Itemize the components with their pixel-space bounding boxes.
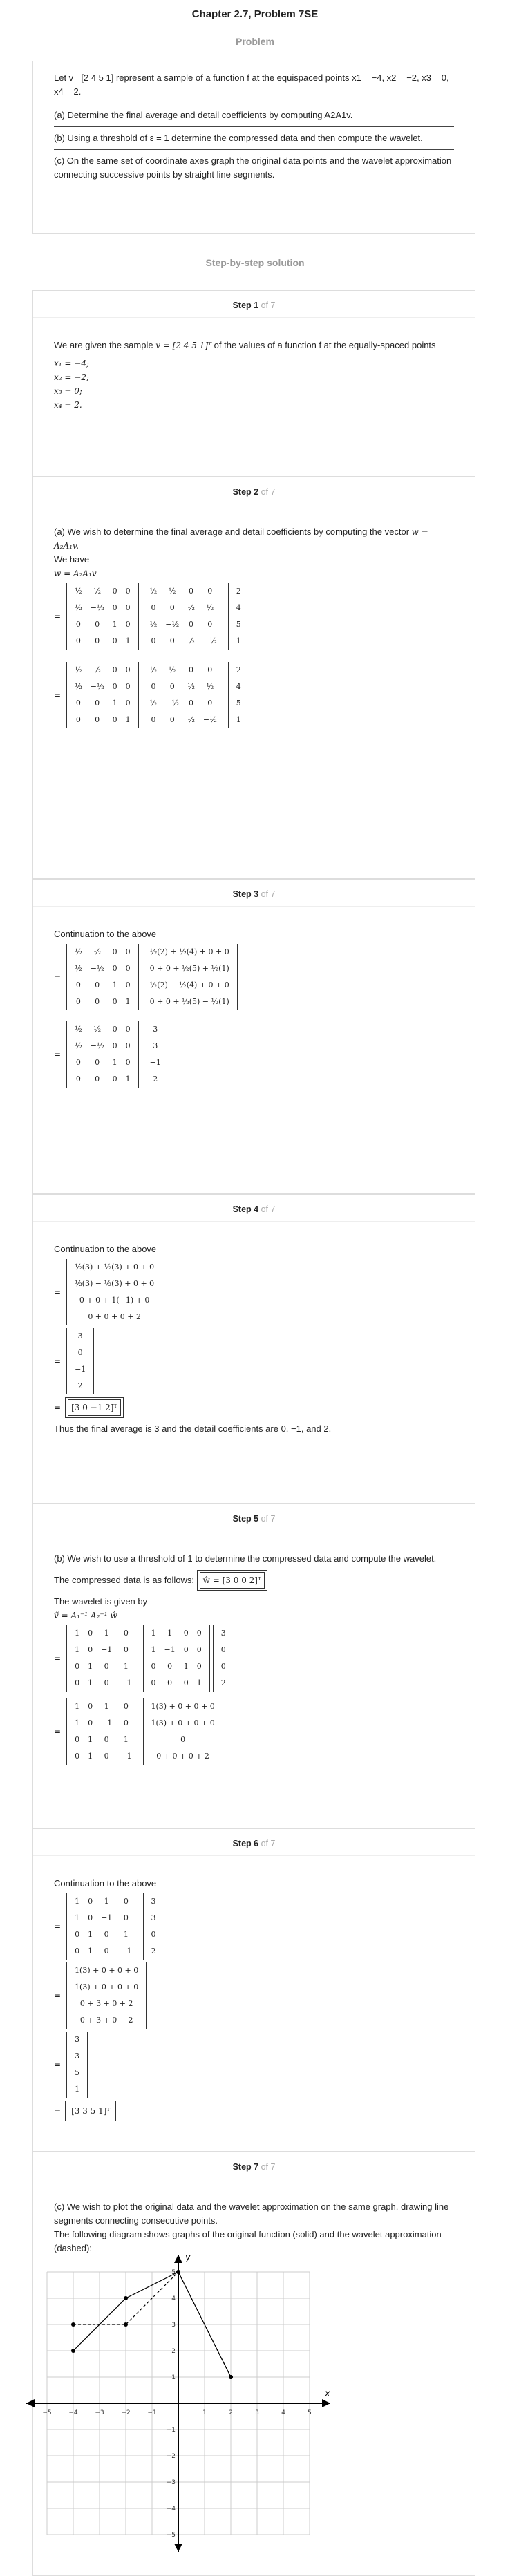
x-tick-label: 4 xyxy=(281,2409,285,2416)
problem-part-b: (b) Using a threshold of ε = 1 determine the compressed data and then compute the wavelet. xyxy=(54,126,454,145)
step5-text2: The compressed data is as follows: xyxy=(54,1575,195,1585)
step5-matrix-eq-2: = 1 0 1 0 1 0 −1 0 0 1 0 1 0 1 0 −1 1(3) + 0 + 0 + 0 1(3) + 0 + 0 + 0 0 0 + 0 + 0 + 2 xyxy=(54,1698,454,1765)
y-tick-label: 3 xyxy=(171,2322,176,2329)
point-x4: x₄ = 2. xyxy=(54,400,82,410)
step5-v-eq: ṽ = A₁⁻¹ A₂⁻¹ ŵ xyxy=(54,1611,117,1620)
x-axis-arrow-left xyxy=(26,2399,35,2407)
y-tick-label: −2 xyxy=(166,2453,176,2460)
x-tick-label: 5 xyxy=(308,2409,312,2416)
step5-matrix-eq-1: = 1 0 1 0 1 0 −1 0 0 1 0 1 0 1 0 −1 1 1 0 0 1 −1 0 0 0 0 1 0 0 0 0 1 3 0 0 2 xyxy=(54,1625,454,1692)
y-tick-label: 4 xyxy=(171,2295,176,2302)
y-tick-label: 5 xyxy=(171,2269,176,2276)
step3-matrix-eq-1: = ½ ½ 0 0 ½ −½ 0 0 0 0 1 0 0 0 0 1 ½(2) + ½(4) + 0 + 0 0 + 0 + ½(5) + ½(1) ½(2) − ½(4) + 0 + 0 0 + 0 + ½(5) − ½(1) xyxy=(54,944,454,1010)
step-2: Step 2 of 7 (a) We wish to determine the final average and detail coefficients by computing the vector w = A₂A₁v. We have w = A₂A₁v = ½ ½ 0 0 ½ −½ 0 0 0 0 1 0 0 0 0 1 ½ ½ 0 0 0 0 ½ ½ ½ −½ 0 0 0 0 ½ −½ 2 4 5 1 = ½ ½ 0 0 ½ −½ 0 0 0 0 1 0 0 0 0 1 ½ ½ 0 0 0 0 ½ ½ ½ −½ 0 0 0 0 ½ −½ 2 4 5 1 xyxy=(32,477,475,879)
step2-w-eq: w = A₂A₁v xyxy=(54,569,97,578)
step6-matrix-eq-3: = 3 3 5 1 xyxy=(54,2032,454,2098)
original-point xyxy=(71,2349,75,2353)
step5-text1: (b) We wish to use a threshold of 1 to determine the compressed data and compute the wavelet. xyxy=(54,1553,437,1564)
step6-result: = [3 3 5 1]ᵀ xyxy=(54,2101,454,2121)
step-7-header: Step 7 of 7 xyxy=(33,2152,475,2179)
step-3-header: Step 3 of 7 xyxy=(33,880,475,907)
x-axis-arrow-right xyxy=(322,2399,330,2407)
problem-heading: Problem xyxy=(235,36,274,47)
step-4 xyxy=(32,1194,475,1504)
problem-part-c: (c) On the same set of coordinate axes graph the original data points and the wavelet approximation connecting successive points by straight line segments. xyxy=(54,149,454,182)
x-axis-label: x xyxy=(325,2389,330,2399)
step4-conclusion: Thus the final average is 3 and the detail coefficients are 0, −1, and 2. xyxy=(54,1423,332,1434)
step-2-header: Step 2 of 7 xyxy=(33,477,475,504)
x-tick-label: −2 xyxy=(121,2409,131,2416)
problem-part-a: (a) Determine the final average and detail coefficients by computing A2A1v. xyxy=(54,110,353,120)
step7-text2: The following diagram shows graphs of the original function (solid) and the wavelet approximation (dashed): xyxy=(54,2229,442,2253)
step-3 xyxy=(32,879,475,1194)
step7-text1: (c) We wish to plot the original data and the wavelet approximation on the same graph, drawing line segments connecting consecutive points. xyxy=(54,2201,449,2226)
step4-text: Continuation to the above xyxy=(54,1244,157,1254)
step-6-header: Step 6 of 7 xyxy=(33,1829,475,1856)
step1-text: We are given the sample xyxy=(54,340,153,350)
step6-matrix-eq-1: = 1 0 1 0 1 0 −1 0 0 1 0 1 0 1 0 −1 3 3 0 2 xyxy=(54,1893,454,1960)
step6-text: Continuation to the above xyxy=(54,1878,157,1888)
step1-vector: v = [2 4 5 1]ᵀ xyxy=(155,341,212,350)
step2-matrix-eq-2: = ½ ½ 0 0 ½ −½ 0 0 0 0 1 0 0 0 0 1 ½ ½ 0 0 0 0 ½ ½ ½ −½ 0 0 0 0 ½ −½ 2 4 5 1 xyxy=(54,662,454,728)
original-point xyxy=(124,2296,128,2300)
x-tick-label: −1 xyxy=(147,2409,157,2416)
step-5 xyxy=(32,1504,475,1828)
step-7 xyxy=(32,2152,475,2576)
step3-text: Continuation to the above xyxy=(54,929,157,939)
point-x2: x₂ = −2; xyxy=(54,372,89,382)
wavelet-point xyxy=(176,2270,180,2274)
step2-matrix-eq-1: = ½ ½ 0 0 ½ −½ 0 0 0 0 1 0 0 0 0 1 ½ ½ 0 0 0 0 ½ ½ ½ −½ 0 0 0 0 ½ −½ 2 4 5 1 xyxy=(54,583,454,650)
point-x1: x₁ = −4; xyxy=(54,359,89,368)
step6-matrix-eq-2: = 1(3) + 0 + 0 + 0 1(3) + 0 + 0 + 0 0 + 3 + 0 + 2 0 + 3 + 0 − 2 xyxy=(54,1962,454,2029)
x-tick-label: 2 xyxy=(229,2409,233,2416)
step4-matrix-eq-2: = 3 0 −1 2 xyxy=(54,1328,454,1394)
step-1: Step 1 of 7 We are given the sample v = [2 4 5 1]ᵀ of the values of a function f at the equally-spaced points x₁ = −4; x₂ = −2; x₃ = 0; x₄ = 2. xyxy=(32,290,475,477)
y-tick-label: 2 xyxy=(171,2348,176,2355)
x-tick-label: −3 xyxy=(95,2409,104,2416)
x-tick-label: −5 xyxy=(42,2409,52,2416)
step-1-header: Step 1 of 7 xyxy=(33,291,475,318)
solution-heading: Step-by-step solution xyxy=(205,257,305,268)
step-6 xyxy=(32,1828,475,2152)
step2-we-have: We have xyxy=(54,554,90,565)
step4-result: = [3 0 −1 2]ᵀ xyxy=(54,1397,454,1418)
y-tick-label: −1 xyxy=(166,2427,176,2434)
step2-text: (a) We wish to determine the final average and detail coefficients by computing the vector xyxy=(54,527,410,537)
x-tick-label: 1 xyxy=(202,2409,207,2416)
step5-compressed: ŵ = [3 0 0 2]ᵀ xyxy=(200,1572,265,1589)
wavelet-point xyxy=(124,2322,128,2327)
y-tick-label: 1 xyxy=(171,2374,176,2381)
problem-box xyxy=(32,61,475,234)
step-4-header: Step 4 of 7 xyxy=(33,1195,475,1222)
y-axis-arrow-up xyxy=(174,2255,182,2263)
y-axis-arrow-down xyxy=(174,2544,182,2552)
step3-matrix-eq-2: = ½ ½ 0 0 ½ −½ 0 0 0 0 1 0 0 0 0 1 3 3 −1 2 xyxy=(54,1021,454,1088)
step5-text3: The wavelet is given by xyxy=(54,1596,148,1607)
y-tick-label: −5 xyxy=(166,2532,176,2539)
step4-matrix-eq-1: = ½(3) + ½(3) + 0 + 0 ½(3) − ½(3) + 0 + 0 0 + 0 + 1(−1) + 0 0 + 0 + 0 + 2 xyxy=(54,1259,454,1325)
problem-intro: Let v =[2 4 5 1] represent a sample of a function f at the equispaced points x1 = −4, x2 = −2, x3 = 0, x4 = 2. xyxy=(54,73,449,97)
y-axis-label: y xyxy=(185,2253,191,2263)
x-tick-label: 3 xyxy=(255,2409,259,2416)
wavelet-chart xyxy=(42,2253,330,2548)
y-tick-label: −3 xyxy=(166,2479,176,2486)
wavelet-point xyxy=(71,2322,75,2327)
point-x3: x₃ = 0; xyxy=(54,386,82,396)
y-tick-label: −4 xyxy=(166,2506,176,2512)
wavelet-point xyxy=(229,2375,233,2379)
page-title: Chapter 2.7, Problem 7SE xyxy=(191,8,319,20)
x-tick-label: −4 xyxy=(68,2409,78,2416)
step-5-header: Step 5 of 7 xyxy=(33,1504,475,1531)
